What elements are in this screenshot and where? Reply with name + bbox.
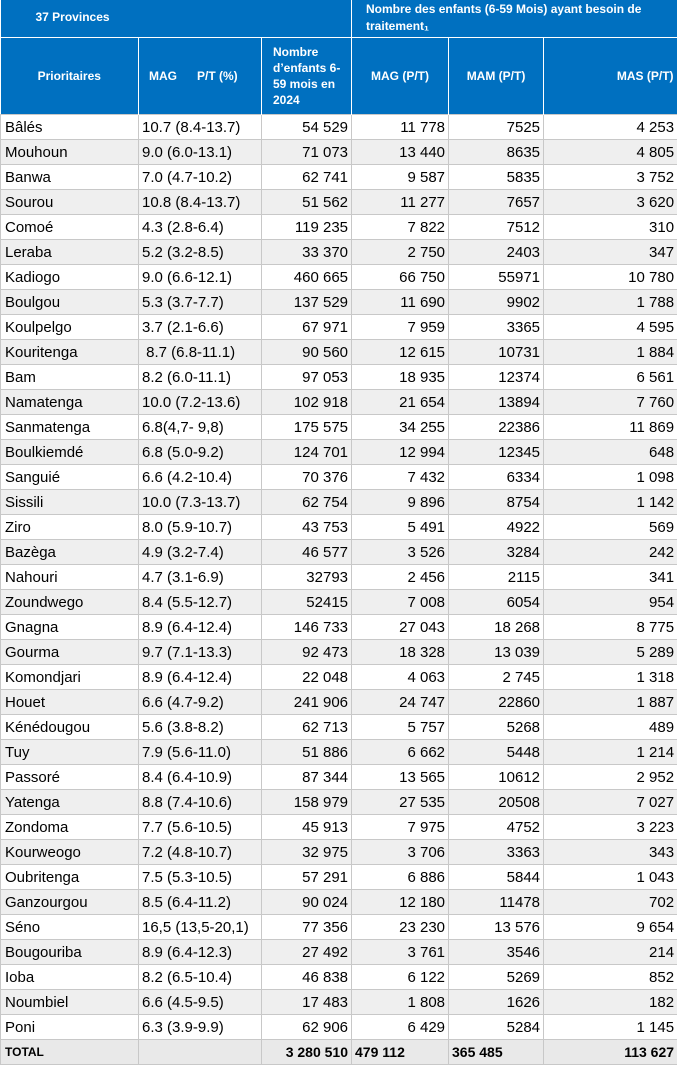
mas-value: 310 bbox=[544, 215, 677, 240]
mag-pt-value: 9.0 (6.0-13.1) bbox=[139, 140, 262, 165]
mag-pt-value: 5.3 (3.7-7.7) bbox=[139, 290, 262, 315]
mag-pt-value: 8.9 (6.4-12.4) bbox=[139, 665, 262, 690]
mag-pt-value: 8.9 (6.4-12.3) bbox=[139, 940, 262, 965]
mag-value: 2 456 bbox=[352, 565, 449, 590]
province-name: Namatenga bbox=[1, 390, 139, 415]
province-name: Sourou bbox=[1, 190, 139, 215]
column-header-row bbox=[1, 38, 677, 115]
mas-value: 3 752 bbox=[544, 165, 677, 190]
mam-value: 22386 bbox=[449, 415, 544, 440]
mas-value: 1 788 bbox=[544, 290, 677, 315]
mas-value: 4 595 bbox=[544, 315, 677, 340]
mam-value: 4922 bbox=[449, 515, 544, 540]
mag-pt-value: 8.5 (6.4-11.2) bbox=[139, 890, 262, 915]
nombre-value: 97 053 bbox=[262, 365, 352, 390]
mag-value: 1 808 bbox=[352, 990, 449, 1015]
mag-value: 7 008 bbox=[352, 590, 449, 615]
mas-value: 6 561 bbox=[544, 365, 677, 390]
mag-value: 11 690 bbox=[352, 290, 449, 315]
mas-value: 852 bbox=[544, 965, 677, 990]
nombre-value: 27 492 bbox=[262, 940, 352, 965]
table-row bbox=[1, 440, 677, 465]
mam-value: 5835 bbox=[449, 165, 544, 190]
mam-value: 5844 bbox=[449, 865, 544, 890]
province-name: Comoé bbox=[1, 215, 139, 240]
mas-value: 182 bbox=[544, 990, 677, 1015]
mam-value: 6334 bbox=[449, 465, 544, 490]
province-name: Komondjari bbox=[1, 665, 139, 690]
total-mam: 365 485 bbox=[449, 1040, 544, 1065]
province-name: Zondoma bbox=[1, 815, 139, 840]
mas-value: 3 223 bbox=[544, 815, 677, 840]
mag-pt-value: 3.7 (2.1-6.6) bbox=[139, 315, 262, 340]
mag-value: 13 440 bbox=[352, 140, 449, 165]
mas-value: 341 bbox=[544, 565, 677, 590]
mag-pt-value: 6.8 (5.0-9.2) bbox=[139, 440, 262, 465]
mam-value: 22860 bbox=[449, 690, 544, 715]
nombre-value: 46 838 bbox=[262, 965, 352, 990]
province-name: Bazèga bbox=[1, 540, 139, 565]
nombre-value: 102 918 bbox=[262, 390, 352, 415]
nombre-value: 241 906 bbox=[262, 690, 352, 715]
province-name: Sissili bbox=[1, 490, 139, 515]
table-row bbox=[1, 1015, 677, 1040]
nombre-value: 33 370 bbox=[262, 240, 352, 265]
table-row bbox=[1, 665, 677, 690]
nombre-value: 67 971 bbox=[262, 315, 352, 340]
nombre-value: 71 073 bbox=[262, 140, 352, 165]
mam-value: 8754 bbox=[449, 490, 544, 515]
province-name: Gnagna bbox=[1, 615, 139, 640]
nombre-value: 46 577 bbox=[262, 540, 352, 565]
province-name: Tuy bbox=[1, 740, 139, 765]
nombre-value: 119 235 bbox=[262, 215, 352, 240]
mas-value: 7 760 bbox=[544, 390, 677, 415]
mam-value: 20508 bbox=[449, 790, 544, 815]
col-prioritaires-header: Prioritaires bbox=[1, 38, 139, 115]
table-row bbox=[1, 540, 677, 565]
nombre-value: 57 291 bbox=[262, 865, 352, 890]
mas-value: 1 318 bbox=[544, 665, 677, 690]
mag-value: 9 896 bbox=[352, 490, 449, 515]
province-name: Ziro bbox=[1, 515, 139, 540]
table-row bbox=[1, 590, 677, 615]
mag-value: 18 935 bbox=[352, 365, 449, 390]
mag-pt-value: 4.9 (3.2-7.4) bbox=[139, 540, 262, 565]
mag-value: 5 491 bbox=[352, 515, 449, 540]
nombre-value: 62 741 bbox=[262, 165, 352, 190]
mas-value: 11 869 bbox=[544, 415, 677, 440]
mas-value: 1 884 bbox=[544, 340, 677, 365]
mam-value: 5284 bbox=[449, 1015, 544, 1040]
mam-value: 2403 bbox=[449, 240, 544, 265]
mas-value: 343 bbox=[544, 840, 677, 865]
mag-pt-value: 8.4 (6.4-10.9) bbox=[139, 765, 262, 790]
province-name: Bâlés bbox=[1, 115, 139, 140]
mag-pt-value: 7.0 (4.7-10.2) bbox=[139, 165, 262, 190]
province-name: Kadiogo bbox=[1, 265, 139, 290]
nombre-value: 32793 bbox=[262, 565, 352, 590]
table-row bbox=[1, 815, 677, 840]
table-row bbox=[1, 865, 677, 890]
mag-pt-value: 8.2 (6.0-11.1) bbox=[139, 365, 262, 390]
mag-value: 6 122 bbox=[352, 965, 449, 990]
mam-value: 3546 bbox=[449, 940, 544, 965]
nombre-value: 17 483 bbox=[262, 990, 352, 1015]
mam-value: 13894 bbox=[449, 390, 544, 415]
mag-value: 27 535 bbox=[352, 790, 449, 815]
mag-value: 2 750 bbox=[352, 240, 449, 265]
mas-value: 4 253 bbox=[544, 115, 677, 140]
mag-pt-value: 6.3 (3.9-9.9) bbox=[139, 1015, 262, 1040]
table-row bbox=[1, 965, 677, 990]
mag-value: 27 043 bbox=[352, 615, 449, 640]
mag-pt-value: 6.6 (4.7-9.2) bbox=[139, 690, 262, 715]
mag-value: 7 432 bbox=[352, 465, 449, 490]
total-row bbox=[1, 1040, 677, 1065]
table-row bbox=[1, 740, 677, 765]
mag-value: 34 255 bbox=[352, 415, 449, 440]
mag-value: 7 822 bbox=[352, 215, 449, 240]
province-name: Zoundwego bbox=[1, 590, 139, 615]
total-nombre: 3 280 510 bbox=[262, 1040, 352, 1065]
mag-value: 66 750 bbox=[352, 265, 449, 290]
province-name: Sanguié bbox=[1, 465, 139, 490]
nombre-value: 51 886 bbox=[262, 740, 352, 765]
mas-value: 1 214 bbox=[544, 740, 677, 765]
mas-value: 3 620 bbox=[544, 190, 677, 215]
table-row bbox=[1, 765, 677, 790]
province-name: Bougouriba bbox=[1, 940, 139, 965]
mag-pt-value: 7.9 (5.6-11.0) bbox=[139, 740, 262, 765]
mag-value: 24 747 bbox=[352, 690, 449, 715]
table-row bbox=[1, 190, 677, 215]
mag-pt-value: 6.8(4,7- 9,8) bbox=[139, 415, 262, 440]
mas-value: 9 654 bbox=[544, 915, 677, 940]
mas-value: 1 145 bbox=[544, 1015, 677, 1040]
nombre-value: 137 529 bbox=[262, 290, 352, 315]
mag-pt-value: 9.0 (6.6-12.1) bbox=[139, 265, 262, 290]
mam-value: 5448 bbox=[449, 740, 544, 765]
mag-value: 11 778 bbox=[352, 115, 449, 140]
mam-value: 18 268 bbox=[449, 615, 544, 640]
table-row bbox=[1, 840, 677, 865]
mam-value: 1626 bbox=[449, 990, 544, 1015]
mas-value: 8 775 bbox=[544, 615, 677, 640]
mas-value: 1 142 bbox=[544, 490, 677, 515]
table-row bbox=[1, 940, 677, 965]
province-name: Poni bbox=[1, 1015, 139, 1040]
mag-value: 4 063 bbox=[352, 665, 449, 690]
province-name: Nahouri bbox=[1, 565, 139, 590]
mam-value: 13 576 bbox=[449, 915, 544, 940]
province-name: Passoré bbox=[1, 765, 139, 790]
table-row bbox=[1, 890, 677, 915]
table-row bbox=[1, 390, 677, 415]
table-row bbox=[1, 215, 677, 240]
table-row bbox=[1, 340, 677, 365]
mag-pt-value: 8.9 (6.4-12.4) bbox=[139, 615, 262, 640]
mag-pt-value: 6.6 (4.2-10.4) bbox=[139, 465, 262, 490]
mas-value: 702 bbox=[544, 890, 677, 915]
mam-value: 55971 bbox=[449, 265, 544, 290]
table-row bbox=[1, 115, 677, 140]
mag-pt-value: 4.7 (3.1-6.9) bbox=[139, 565, 262, 590]
mas-value: 347 bbox=[544, 240, 677, 265]
mag-pt-value: 10.7 (8.4-13.7) bbox=[139, 115, 262, 140]
nombre-value: 146 733 bbox=[262, 615, 352, 640]
province-name: Leraba bbox=[1, 240, 139, 265]
total-empty-cell bbox=[139, 1040, 262, 1065]
province-name: Oubritenga bbox=[1, 865, 139, 890]
mam-value: 9902 bbox=[449, 290, 544, 315]
mam-value: 13 039 bbox=[449, 640, 544, 665]
col-nombre-header: Nombre d’enfants 6-59 mois en 2024 bbox=[262, 38, 352, 115]
nombre-value: 45 913 bbox=[262, 815, 352, 840]
mag-pt-value: 5.2 (3.2-8.5) bbox=[139, 240, 262, 265]
mag-pt-value: 16,5 (13,5-20,1) bbox=[139, 915, 262, 940]
table-row bbox=[1, 240, 677, 265]
mam-value: 10612 bbox=[449, 765, 544, 790]
col-mas-header: MAS (P/T) bbox=[544, 38, 677, 115]
mag-pt-value: 10.0 (7.2-13.6) bbox=[139, 390, 262, 415]
table-row bbox=[1, 290, 677, 315]
mag-pt-value: 8.4 (5.5-12.7) bbox=[139, 590, 262, 615]
mam-value: 2115 bbox=[449, 565, 544, 590]
province-name: Séno bbox=[1, 915, 139, 940]
province-name: Ioba bbox=[1, 965, 139, 990]
nombre-value: 52415 bbox=[262, 590, 352, 615]
header-group-row bbox=[1, 0, 677, 38]
mam-value: 12374 bbox=[449, 365, 544, 390]
province-name: Mouhoun bbox=[1, 140, 139, 165]
total-mas: 113 627 bbox=[544, 1040, 677, 1065]
mas-value: 5 289 bbox=[544, 640, 677, 665]
mam-value: 5268 bbox=[449, 715, 544, 740]
total-mag: 479 112 bbox=[352, 1040, 449, 1065]
nombre-value: 54 529 bbox=[262, 115, 352, 140]
nombre-value: 62 754 bbox=[262, 490, 352, 515]
mam-value: 6054 bbox=[449, 590, 544, 615]
nombre-value: 62 713 bbox=[262, 715, 352, 740]
nombre-value: 175 575 bbox=[262, 415, 352, 440]
nombre-value: 90 560 bbox=[262, 340, 352, 365]
province-name: Boulgou bbox=[1, 290, 139, 315]
table-row bbox=[1, 715, 677, 740]
mag-pt-value: 7.7 (5.6-10.5) bbox=[139, 815, 262, 840]
nombre-value: 22 048 bbox=[262, 665, 352, 690]
table-row bbox=[1, 565, 677, 590]
province-name: Ganzourgou bbox=[1, 890, 139, 915]
nombre-value: 92 473 bbox=[262, 640, 352, 665]
mag-value: 23 230 bbox=[352, 915, 449, 940]
mag-pt-value: 6.6 (4.5-9.5) bbox=[139, 990, 262, 1015]
mam-value: 10731 bbox=[449, 340, 544, 365]
mag-value: 11 277 bbox=[352, 190, 449, 215]
table-row bbox=[1, 515, 677, 540]
province-name: Yatenga bbox=[1, 790, 139, 815]
mag-value: 6 886 bbox=[352, 865, 449, 890]
nombre-value: 124 701 bbox=[262, 440, 352, 465]
province-name: Kouritenga bbox=[1, 340, 139, 365]
province-name: Kourweogo bbox=[1, 840, 139, 865]
treatment-need-header: Nombre des enfants (6-59 Mois) ayant besoin de traitement₁ bbox=[352, 0, 677, 38]
mag-value: 3 761 bbox=[352, 940, 449, 965]
mag-value: 13 565 bbox=[352, 765, 449, 790]
mam-value: 11478 bbox=[449, 890, 544, 915]
mas-value: 2 952 bbox=[544, 765, 677, 790]
table-row bbox=[1, 615, 677, 640]
mag-pt-value: 8.8 (7.4-10.6) bbox=[139, 790, 262, 815]
mam-value: 7525 bbox=[449, 115, 544, 140]
mam-value: 7512 bbox=[449, 215, 544, 240]
mag-value: 3 706 bbox=[352, 840, 449, 865]
provinces-count-header: 37 Provinces bbox=[35, 10, 110, 24]
table-row bbox=[1, 465, 677, 490]
mas-value: 4 805 bbox=[544, 140, 677, 165]
province-name: Boulkiemdé bbox=[1, 440, 139, 465]
mag-pt-value: 8.0 (5.9-10.7) bbox=[139, 515, 262, 540]
table-row bbox=[1, 365, 677, 390]
table-row bbox=[1, 415, 677, 440]
province-name: Noumbiel bbox=[1, 990, 139, 1015]
mam-value: 2 745 bbox=[449, 665, 544, 690]
nombre-value: 87 344 bbox=[262, 765, 352, 790]
table-row bbox=[1, 915, 677, 940]
table-row bbox=[1, 790, 677, 815]
mag-pt-value: 7.5 (5.3-10.5) bbox=[139, 865, 262, 890]
mas-value: 242 bbox=[544, 540, 677, 565]
mag-value: 5 757 bbox=[352, 715, 449, 740]
mam-value: 7657 bbox=[449, 190, 544, 215]
nombre-value: 70 376 bbox=[262, 465, 352, 490]
table-row bbox=[1, 265, 677, 290]
mag-pt-value: 9.7 (7.1-13.3) bbox=[139, 640, 262, 665]
province-name: Kénédougou bbox=[1, 715, 139, 740]
mag-value: 6 429 bbox=[352, 1015, 449, 1040]
col-mam-header: MAM (P/T) bbox=[449, 38, 544, 115]
mas-value: 1 043 bbox=[544, 865, 677, 890]
mag-value: 6 662 bbox=[352, 740, 449, 765]
table-row bbox=[1, 490, 677, 515]
table-row bbox=[1, 315, 677, 340]
mam-value: 3284 bbox=[449, 540, 544, 565]
mag-value: 12 994 bbox=[352, 440, 449, 465]
total-label: TOTAL bbox=[1, 1040, 139, 1065]
mas-value: 7 027 bbox=[544, 790, 677, 815]
mag-pt-value: 5.6 (3.8-8.2) bbox=[139, 715, 262, 740]
mag-pt-value: 7.2 (4.8-10.7) bbox=[139, 840, 262, 865]
table-row bbox=[1, 690, 677, 715]
province-name: Houet bbox=[1, 690, 139, 715]
province-name: Sanmatenga bbox=[1, 415, 139, 440]
mag-value: 21 654 bbox=[352, 390, 449, 415]
mag-pt-value: 4.3 (2.8-6.4) bbox=[139, 215, 262, 240]
nombre-value: 90 024 bbox=[262, 890, 352, 915]
mag-value: 18 328 bbox=[352, 640, 449, 665]
table-row bbox=[1, 990, 677, 1015]
mag-pt-value: 8.2 (6.5-10.4) bbox=[139, 965, 262, 990]
province-name: Koulpelgo bbox=[1, 315, 139, 340]
mag-value: 12 615 bbox=[352, 340, 449, 365]
mam-value: 12345 bbox=[449, 440, 544, 465]
nombre-value: 43 753 bbox=[262, 515, 352, 540]
mag-value: 3 526 bbox=[352, 540, 449, 565]
mam-value: 5269 bbox=[449, 965, 544, 990]
mas-value: 214 bbox=[544, 940, 677, 965]
mam-value: 3365 bbox=[449, 315, 544, 340]
table-row bbox=[1, 640, 677, 665]
mas-value: 10 780 bbox=[544, 265, 677, 290]
mag-value: 7 959 bbox=[352, 315, 449, 340]
mas-value: 1 887 bbox=[544, 690, 677, 715]
col-mag-pt-header: MAG P/T (%) bbox=[139, 38, 262, 115]
mam-value: 3363 bbox=[449, 840, 544, 865]
table-body bbox=[1, 115, 677, 1040]
nombre-value: 32 975 bbox=[262, 840, 352, 865]
nombre-value: 51 562 bbox=[262, 190, 352, 215]
mam-value: 4752 bbox=[449, 815, 544, 840]
mag-value: 9 587 bbox=[352, 165, 449, 190]
mas-value: 1 098 bbox=[544, 465, 677, 490]
mag-value: 7 975 bbox=[352, 815, 449, 840]
nombre-value: 460 665 bbox=[262, 265, 352, 290]
mas-value: 648 bbox=[544, 440, 677, 465]
mag-pt-value: 10.0 (7.3-13.7) bbox=[139, 490, 262, 515]
mas-value: 954 bbox=[544, 590, 677, 615]
table-row bbox=[1, 140, 677, 165]
mag-pt-value: 10.8 (8.4-13.7) bbox=[139, 190, 262, 215]
nombre-value: 62 906 bbox=[262, 1015, 352, 1040]
mag-pt-value: 8.7 (6.8-11.1) bbox=[139, 340, 262, 365]
table-row bbox=[1, 165, 677, 190]
mam-value: 8635 bbox=[449, 140, 544, 165]
nombre-value: 158 979 bbox=[262, 790, 352, 815]
mag-value: 12 180 bbox=[352, 890, 449, 915]
nombre-value: 77 356 bbox=[262, 915, 352, 940]
province-name: Gourma bbox=[1, 640, 139, 665]
col-mag-header: MAG (P/T) bbox=[352, 38, 449, 115]
mas-value: 489 bbox=[544, 715, 677, 740]
mas-value: 569 bbox=[544, 515, 677, 540]
province-name: Bam bbox=[1, 365, 139, 390]
province-name: Banwa bbox=[1, 165, 139, 190]
